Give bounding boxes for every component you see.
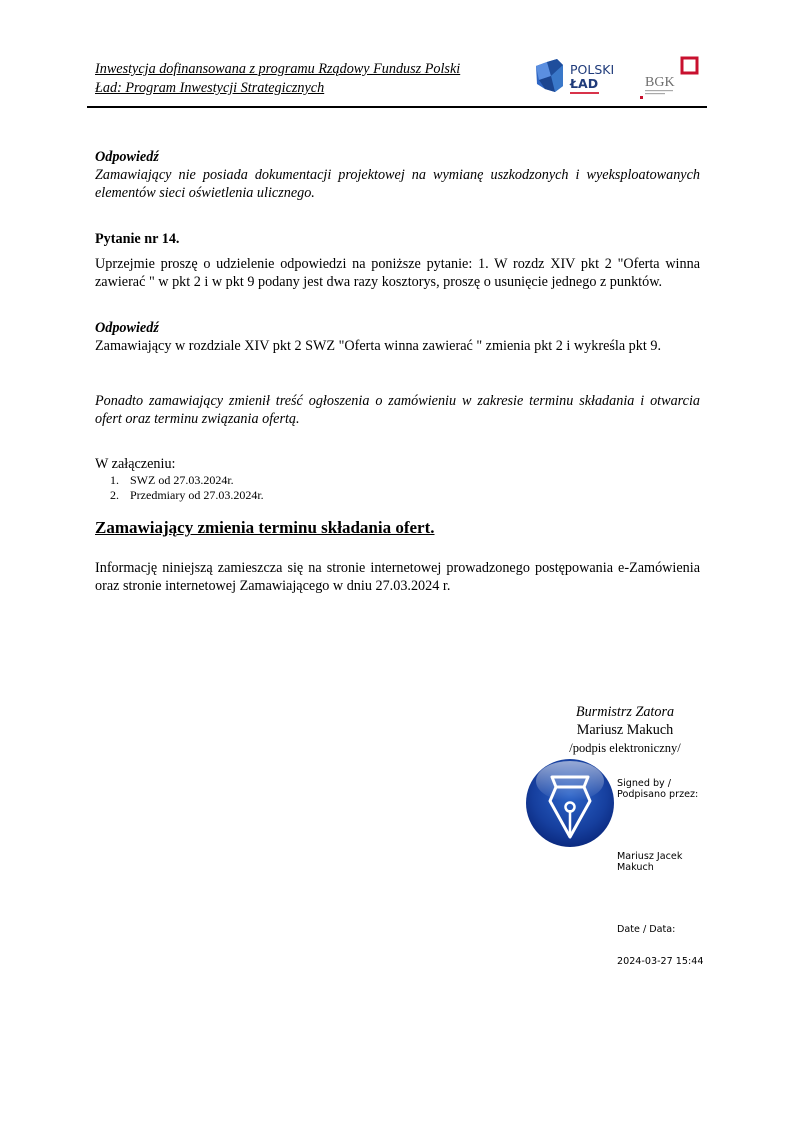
attachments-label: W załączeniu: [95,456,176,472]
header-funding-notice [95,60,460,98]
answer-14 [95,319,700,355]
polski-lad-logo [533,56,623,100]
signature-date: 2024-03-27 15:44 [617,955,704,967]
question-14-label: Pytanie nr 14. [95,231,180,247]
signatory-name: Mariusz Makuch [576,722,674,738]
answer-13-text: Zamawiający nie posiada dokumentacji projektowej na wymianę uszkodzonych i wyeksploatowanych elementów sieci oświetlenia ulicznego. [95,167,700,201]
date-label: Date / Data: [617,924,676,935]
deadline-change-note: Ponadto zamawiający zmienił treść ogłoszenia o zamówieniu w zakresie terminu składania i otwarcia ofert oraz terminu związania ofertą. [95,393,700,427]
attachment-item: 2. Przedmiary od 27.03.2024r. [122,488,700,503]
polski-lad-logo-text-1: POLSKI [570,62,615,77]
bgk-logo-text: BGK [645,75,675,90]
header-line-1: Inwestycja dofinansowana z programu Rządowy Fundusz Polski [95,61,461,77]
deadline-heading: Zamawiający zmienia terminu składania ofert. [95,518,435,537]
signature-note: /podpis elektroniczny/ [569,741,681,755]
answer-14-label: Odpowiedź [95,320,159,336]
digital-signature-info [617,758,703,978]
attachments [95,455,700,503]
header-line-2: Ład: Program Inwestycji Strategicznych [95,80,325,96]
answer-14-text: Zamawiający w rozdziale XIV pkt 2 SWZ "Oferta winna zawierać " zmienia pkt 2 i wykreśla pkt 9. [95,338,662,354]
bgk-logo [636,55,708,103]
publication-info: Informację niniejszą zamieszcza się na stronie internetowej prowadzonego postępowania e-Zamówienia oraz stronie internetowej Zamawiającego w dniu 27.03.2024 r. [95,560,700,594]
signer-name: Mariusz Jacek Makuch [617,851,683,873]
header-divider [87,106,707,108]
signature-block [540,703,710,757]
signatory-title: Burmistrz Zatora [575,704,675,720]
answer-13-label: Odpowiedź [95,149,159,165]
fountain-pen-nib-icon [524,757,616,849]
answer-13 [95,148,700,202]
polski-lad-logo-text-2: ŁAD [570,76,599,91]
signed-by-label: Signed by / Podpisano przez: [617,778,699,800]
question-14-text: Uprzejmie proszę o udzielenie odpowiedzi na poniższe pytanie: 1. W rozdz XIV pkt 2 "Oferta winna zawierać " w pkt 2 i w pkt 9 podany jest dwa razy kosztorys, proszę o usunięcie jednego z punktów. [95,256,700,290]
attachments-list [95,473,700,503]
attachment-item: 1. SWZ od 27.03.2024r. [122,473,700,488]
